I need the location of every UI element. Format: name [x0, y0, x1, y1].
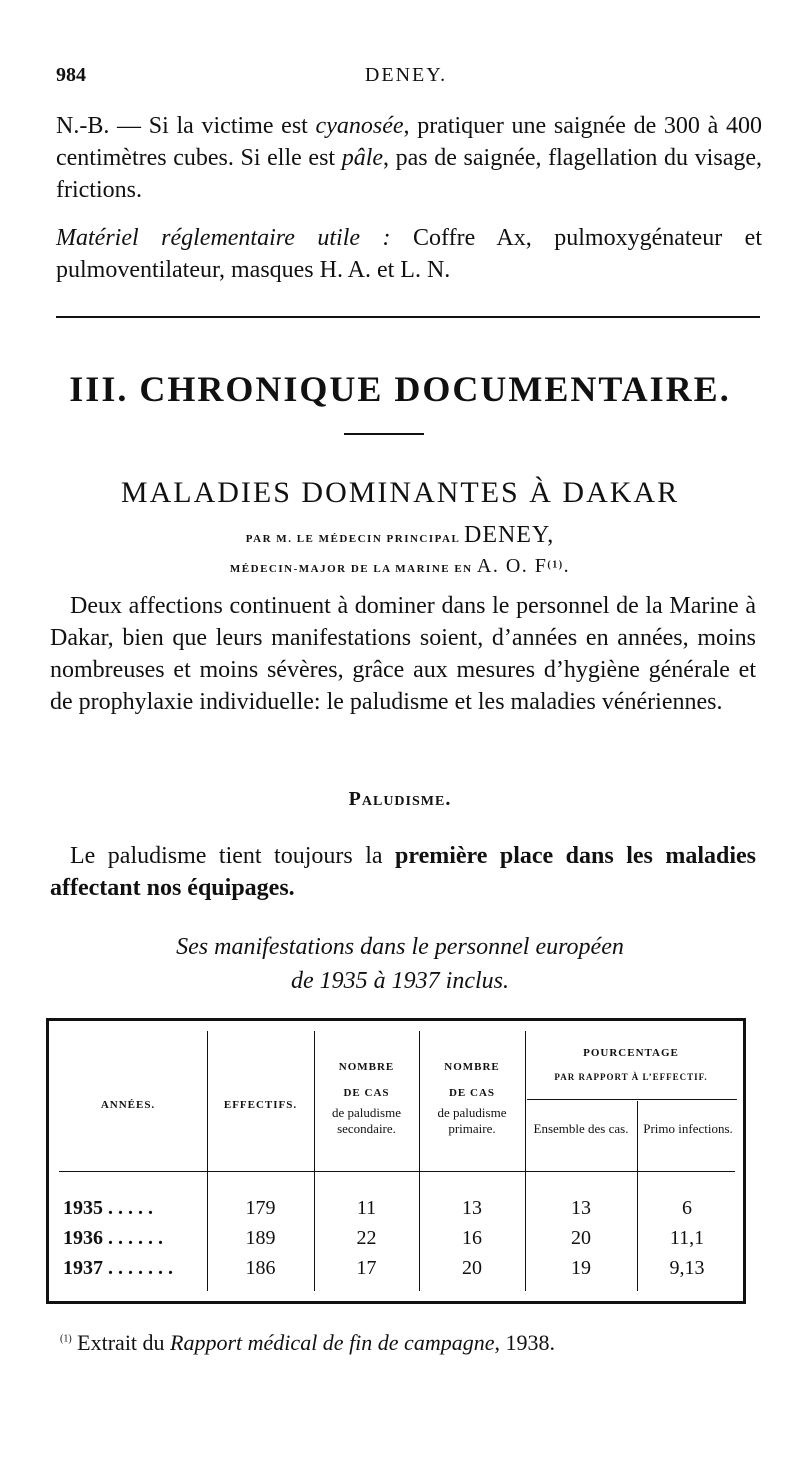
footnote-italic: Rapport médical de fin de campagne [170, 1330, 495, 1355]
header-rule [59, 1171, 735, 1172]
intro-paragraph: Deux affections continuent à dominer dans le personnel de la Marine à Dakar, bien que leurs manifestations soient, d’années en années, moins nombreuses et moins sévères, grâce aux mesures d’hygiène générale et de prophylaxie individuelle: le paludisme et les maladies vénériennes. [50, 593, 756, 715]
th-pourcentage-a: POURCENTAGE [583, 1047, 679, 1059]
byline2-small: MÉDECIN-MAJOR DE LA MARINE EN [229, 563, 473, 575]
nb-cyanosee: cyanosée [315, 113, 404, 139]
title-rule [344, 433, 424, 435]
byline-name: DENEY, [463, 522, 555, 548]
paludisme-paragraph [50, 840, 756, 904]
th-secondaire-c: de paludisme secondaire. [332, 1105, 401, 1136]
row-1937-annee: 1937 . . . . . . . [63, 1257, 173, 1279]
row-1935-effectifs: 179 [245, 1197, 276, 1219]
row-1936-effectifs: 189 [245, 1227, 276, 1249]
row-1935-primo: 6 [682, 1197, 692, 1219]
running-title: DENEY. [364, 64, 448, 86]
th-primaire-c: de paludisme primaire. [437, 1105, 507, 1136]
row-1937-effectifs: 186 [245, 1257, 276, 1279]
footnote [60, 1330, 760, 1356]
row-1935-primaire: 13 [462, 1197, 482, 1219]
section-title: III. CHRONIQUE DOCUMENTAIRE. [69, 369, 731, 409]
header-subrule [527, 1099, 737, 1100]
table-caption [0, 930, 800, 998]
th-primaire-a: NOMBRE [444, 1061, 500, 1073]
th-pourcentage-b: PAR RAPPORT À L’EFFECTIF. [554, 1072, 708, 1082]
materiel-label: Matériel réglementaire utile : [56, 225, 391, 251]
nb-mid: , pratiquer une saignée de 300 à 400 centimètres cubes. Si elle est [56, 113, 762, 171]
nb-pale: pâle [341, 145, 384, 171]
row-1936-annee: 1936 . . . . . . [63, 1227, 163, 1249]
row-1936-ensemble: 20 [571, 1227, 591, 1249]
article-title: MALADIES DOMINANTES À DAKAR [120, 476, 680, 509]
row-1935-annee: 1935 . . . . . [63, 1197, 153, 1219]
article-byline-2 [0, 555, 800, 578]
th-primo: Primo infections. [643, 1121, 733, 1136]
row-1936-primo: 11,1 [669, 1227, 705, 1249]
paludisme-text-a: Le paludisme tient toujours la [70, 843, 395, 869]
materiel-text: Coffre Ax, pulmoxygénateur et pulmoventilateur, masques H. A. et L. N. [56, 225, 763, 283]
row-1937-ensemble: 19 [571, 1257, 591, 1279]
footnote-mark: (1) [60, 1333, 72, 1345]
th-effectifs: EFFECTIFS. [223, 1099, 298, 1111]
row-1937-primo: 9,13 [669, 1257, 705, 1279]
article-byline [0, 522, 800, 549]
th-ensemble: Ensemble des cas. [533, 1121, 629, 1136]
nb-paragraph [56, 110, 762, 206]
footnote-tail: , 1938. [494, 1330, 555, 1355]
nb-lead: N.-B. — Si la victime est [56, 113, 316, 139]
materiel-paragraph [56, 222, 762, 286]
th-annees: ANNÉES. [100, 1099, 156, 1111]
page-number: 984 [56, 64, 86, 86]
byline2-end: . [563, 555, 571, 577]
row-1936-secondaire: 22 [356, 1227, 377, 1249]
th-secondaire-b: DE CAS [343, 1087, 390, 1099]
row-1936-primaire: 16 [462, 1227, 482, 1249]
caption-line-1: Ses manifestations dans le personnel européen [176, 934, 624, 960]
row-1935-secondaire: 11 [356, 1197, 377, 1219]
col-divider [207, 1031, 208, 1291]
section-divider [56, 316, 760, 318]
th-secondaire-a: NOMBRE [338, 1061, 395, 1073]
page-header [56, 64, 756, 94]
byline-small: PAR M. LE MÉDECIN PRINCIPAL [245, 533, 460, 545]
row-1935-ensemble: 13 [571, 1197, 591, 1219]
data-table [46, 1018, 746, 1304]
row-1937-primaire: 20 [462, 1257, 482, 1279]
nb-tail: , pas de saignée, flagellation du visage, frictions. [56, 145, 762, 203]
byline2-note: (1) [547, 559, 564, 571]
byline2-big: A. O. F [476, 555, 548, 577]
paludisme-text-b: première place dans les maladies affectant nos équipages. [50, 843, 756, 901]
caption-line-2: de 1935 à 1937 inclus. [291, 968, 509, 994]
footnote-lead: Extrait du [71, 1330, 171, 1355]
row-1937-secondaire: 17 [356, 1257, 377, 1279]
th-primaire-b: DE CAS [448, 1087, 496, 1099]
subsection-title: Paludisme. [348, 788, 452, 810]
